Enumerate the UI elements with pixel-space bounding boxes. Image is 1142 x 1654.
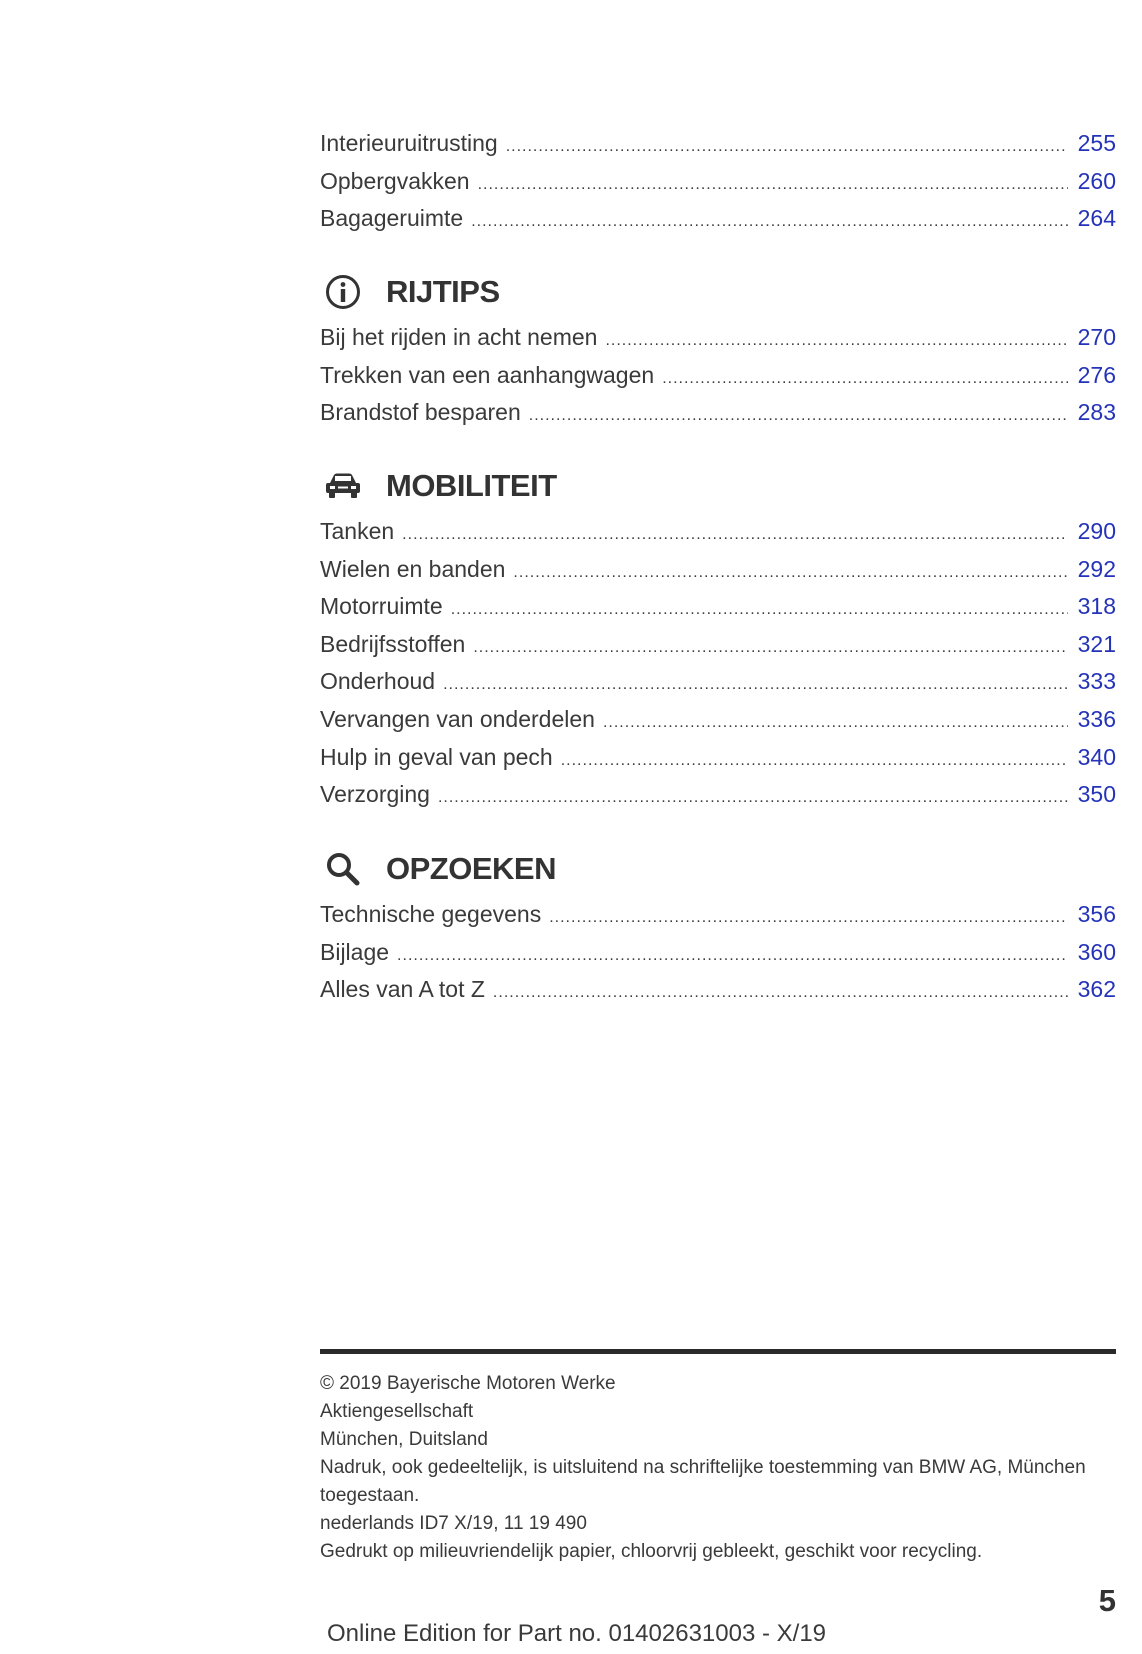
toc-leader-dots	[473, 629, 1068, 667]
toc-page-link[interactable]: 260	[1077, 167, 1116, 194]
colophon-line: toegestaan.	[320, 1485, 420, 1506]
toc-leader-dots	[506, 128, 1068, 166]
toc-entry[interactable]	[320, 588, 1116, 626]
toc-leader-dots	[603, 704, 1068, 742]
toc-page-link[interactable]: 264	[1077, 205, 1116, 232]
toc-page-link[interactable]: 290	[1077, 518, 1116, 544]
toc-entry[interactable]	[320, 701, 1116, 739]
toc-entry-title: Bij het rijden in acht nemen	[320, 324, 598, 350]
toc-leader-dots	[662, 360, 1068, 398]
toc-entry[interactable]	[320, 971, 1116, 1009]
toc-entry-title: Hulp in geval van pech	[320, 743, 553, 770]
toc-entry[interactable]	[320, 551, 1116, 589]
colophon-line: Aktiengesellschaft	[320, 1401, 474, 1422]
toc-leader-dots	[478, 166, 1068, 204]
toc-page-link[interactable]: 321	[1077, 630, 1116, 657]
colophon-line: nederlands ID7 X/19, 11 19 490	[320, 1513, 587, 1534]
section-heading-mobiliteit	[320, 464, 557, 508]
toc-mobiliteit-list	[320, 513, 1116, 814]
toc-entry[interactable]	[320, 394, 1116, 432]
toc-entry-title: Alles van A tot Z	[320, 976, 485, 1003]
toc-entry-title: Tanken	[320, 518, 395, 544]
section-title: RIJTIPS	[386, 274, 500, 309]
toc-leader-dots	[451, 591, 1068, 629]
toc-entry-title: Technische gegevens	[320, 901, 542, 927]
toc-leader-dots	[529, 397, 1068, 435]
toc-leader-dots	[402, 516, 1068, 554]
toc-entry-title: Onderhoud	[320, 668, 436, 695]
toc-page-link[interactable]: 276	[1077, 361, 1116, 388]
toc-top-list	[320, 125, 1116, 238]
footer-divider	[320, 1349, 1116, 1354]
toc-leader-dots	[513, 554, 1068, 592]
toc-leader-dots	[493, 974, 1068, 1012]
info-icon	[320, 272, 366, 312]
toc-entry[interactable]	[320, 163, 1116, 201]
toc-opzoeken-list	[320, 896, 1116, 1009]
toc-page-link[interactable]: 362	[1077, 976, 1116, 1003]
toc-entry[interactable]	[320, 357, 1116, 395]
toc-entry-title: Interieuruitrusting	[320, 130, 498, 156]
colophon-line: Nadruk, ook gedeeltelijk, is uitsluitend na schriftelijke toestemming van BMW AG, München	[320, 1457, 1086, 1478]
toc-entry-title: Vervangen van onderdelen	[320, 705, 595, 732]
toc-page-link[interactable]: 340	[1077, 743, 1116, 770]
toc-entry[interactable]	[320, 125, 1116, 163]
toc-entry-title: Bagageruimte	[320, 205, 464, 232]
toc-entry-title: Wielen en banden	[320, 555, 506, 582]
toc-entry-title: Bijlage	[320, 938, 390, 965]
toc-leader-dots	[549, 899, 1068, 937]
toc-entry[interactable]	[320, 200, 1116, 238]
toc-entry-title: Motorruimte	[320, 593, 443, 620]
toc-entry-title: Opbergvakken	[320, 167, 470, 194]
toc-entry[interactable]	[320, 739, 1116, 777]
section-title: OPZOEKEN	[386, 851, 556, 886]
toc-entry-title: Brandstof besparen	[320, 399, 521, 426]
colophon-line: © 2019 Bayerische Motoren Werke	[320, 1373, 616, 1394]
toc-page-link[interactable]: 350	[1077, 781, 1116, 808]
toc-entry[interactable]	[320, 776, 1116, 814]
toc-entry[interactable]	[320, 626, 1116, 664]
toc-entry-title: Bedrijfsstoffen	[320, 630, 466, 657]
toc-leader-dots	[438, 779, 1068, 817]
toc-rijtips-list	[320, 319, 1116, 432]
toc-page-link[interactable]: 318	[1077, 593, 1116, 620]
colophon	[320, 1370, 1116, 1566]
toc-page-link[interactable]: 336	[1077, 705, 1116, 732]
toc-leader-dots	[561, 742, 1068, 780]
toc-page-link[interactable]: 255	[1077, 130, 1116, 156]
toc-page-link[interactable]: 283	[1077, 399, 1116, 426]
page-number: 5	[1098, 1583, 1116, 1618]
section-heading-rijtips	[320, 270, 500, 314]
toc-leader-dots	[443, 666, 1068, 704]
colophon-line: Gedrukt op milieuvriendelijk papier, chloorvrij gebleekt, geschikt voor recycling.	[320, 1541, 983, 1562]
section-title: MOBILITEIT	[386, 468, 557, 503]
toc-leader-dots	[471, 203, 1068, 241]
toc-entry-title: Trekken van een aanhangwagen	[320, 361, 655, 388]
toc-entry[interactable]	[320, 896, 1116, 934]
toc-page-link[interactable]: 292	[1077, 555, 1116, 582]
toc-entry[interactable]	[320, 934, 1116, 972]
section-heading-opzoeken	[320, 847, 556, 891]
colophon-line: München, Duitsland	[320, 1429, 488, 1450]
search-icon	[320, 849, 366, 889]
toc-leader-dots	[397, 937, 1068, 975]
toc-entry[interactable]	[320, 319, 1116, 357]
toc-leader-dots	[605, 322, 1068, 360]
toc-entry[interactable]	[320, 663, 1116, 701]
toc-page-link[interactable]: 356	[1077, 901, 1116, 927]
toc-page-link[interactable]: 333	[1077, 668, 1116, 695]
edition-footer: Online Edition for Part no. 01402631003 - X/19	[327, 1620, 827, 1647]
toc-entry-title: Verzorging	[320, 781, 430, 808]
toc-entry[interactable]	[320, 513, 1116, 551]
car-icon	[320, 466, 366, 506]
toc-page-link[interactable]: 360	[1077, 938, 1116, 965]
toc-page-link[interactable]: 270	[1077, 324, 1116, 350]
